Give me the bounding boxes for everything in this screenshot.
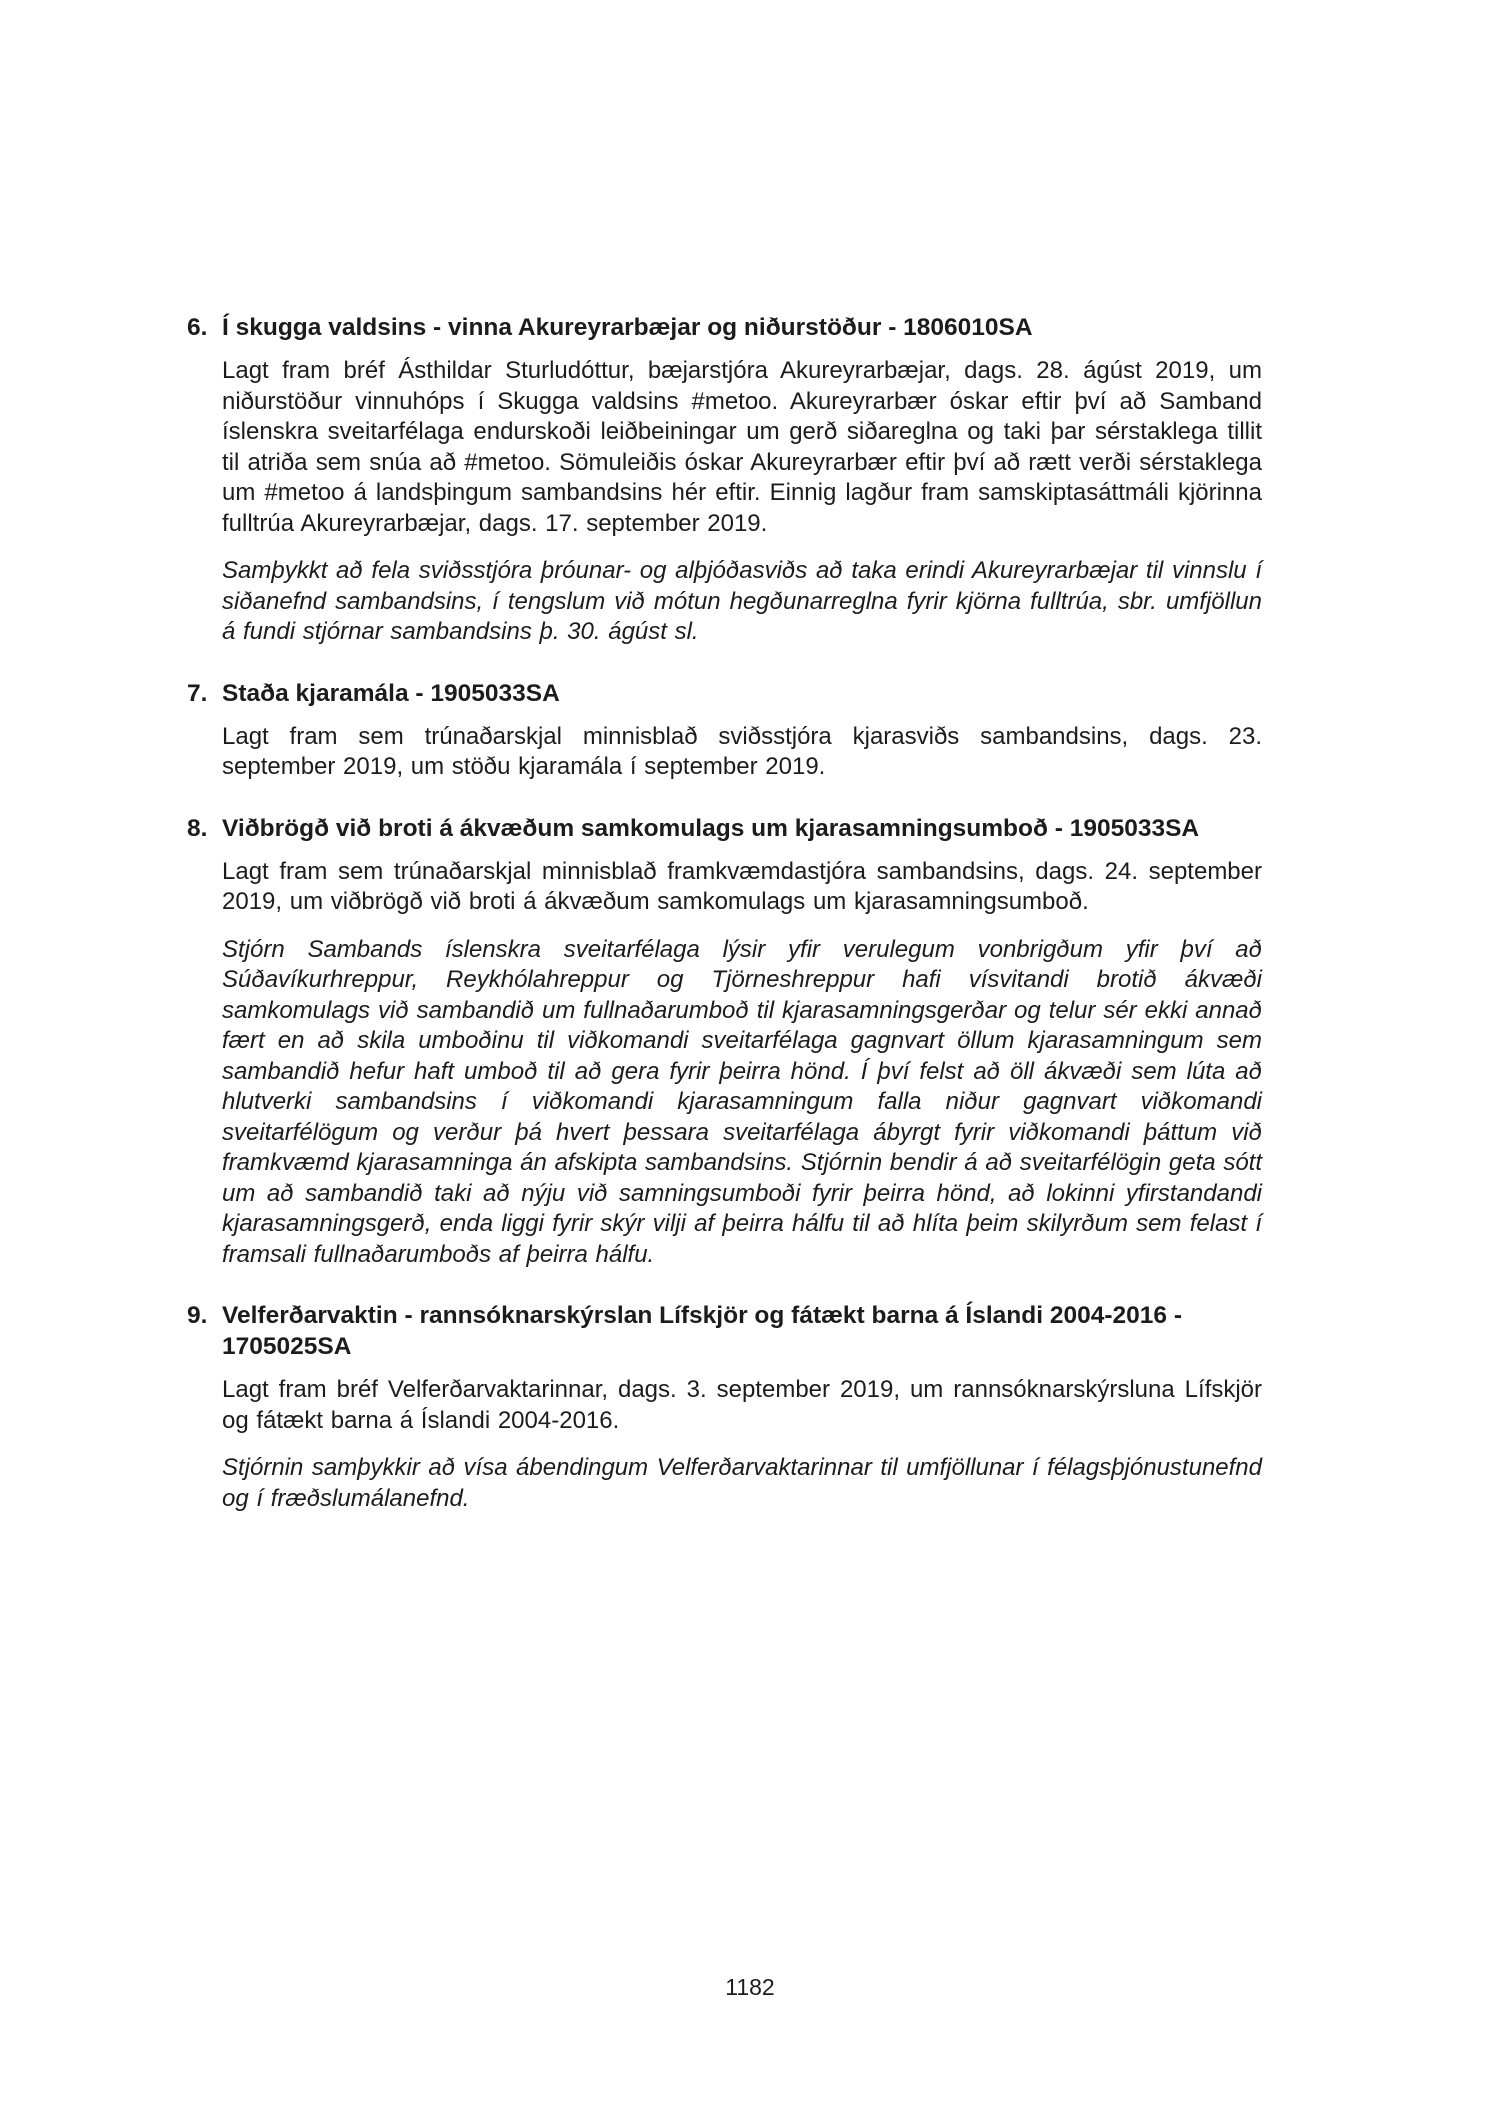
item-resolution-paragraph: Stjórn Sambands íslenskra sveitarfélaga lýsir yfir verulegum vonbrigðum yfir því að Súðavíkurhreppur, Reykhólahreppur og Tjörneshreppur hafi vísvitandi brotið ákvæði samkomulags við sambandið um fullnaðarumboð til kjarasamningsgerðar og telur sér ekki annað fært en að skila umboðinu til viðkomandi sveitarfélaga gagnvart öllum kjarasamningum sem sambandið hefur haft umboð til að gera fyrir þeirra hönd. Í því felst að öll ákvæði sem lúta að hlutverki sambandsins í viðkomandi kjarasamningum falla niður gagnvart viðkomandi sveitarfélögum og verður þá hvert þessara sveitarfélaga ábyrgt fyrir viðkomandi þáttum við framkvæmd kjarasamninga án afskipta sambandsins. Stjórnin bendir á að sveitarfélögin geta sótt um að sambandið taki að nýju við samningsumboði fyrir þeirra hönd, að lokinni yfirstandandi kjarasamningsgerð, enda liggi fyrir skýr vilji af þeirra hálfu til að hlíta þeim skilyrðum sem felast í framsali fullnaðarumboðs af þeirra hálfu. bbox=[222, 935, 1262, 1268]
item-title: Í skugga valdsins - vinna Akureyrarbæjar og niðurstöður - 1806010SA bbox=[222, 314, 1033, 341]
agenda-item-9 bbox=[187, 1300, 1262, 1514]
item-number: 9. bbox=[187, 1302, 208, 1329]
item-paragraph: Lagt fram sem trúnaðarskjal minnisblað framkvæmdastjóra sambandsins, dags. 24. september 2019, um viðbrögð við broti á ákvæðum samkomulags um kjarasamningsumboð. bbox=[222, 857, 1262, 915]
item-number: 6. bbox=[187, 314, 208, 341]
agenda-item-6 bbox=[187, 312, 1262, 648]
item-number: 8. bbox=[187, 814, 208, 842]
item-paragraph: Lagt fram bréf Ásthildar Sturludóttur, bæjarstjóra Akureyrarbæjar, dags. 28. ágúst 2019, um niðurstöður vinnuhóps í Skugga valdsins #metoo. Akureyrarbær óskar eftir því að Samband íslenskra sveitarfélaga endurskoði leiðbeiningar um gerð siðareglna og taki þar sérstaklega tillit til atriða sem snúa að #metoo. Sömuleiðis óskar Akureyrarbær eftir því að rætt verði sérstaklega um #metoo á landsþingum sambandsins hér eftir. Einnig lagður fram samskiptasáttmáli kjörinna fulltrúa Akureyrarbæjar, dags. 17. september 2019. bbox=[222, 357, 1262, 537]
item-title: Staða kjaramála - 1905033SA bbox=[222, 679, 560, 707]
document-content bbox=[187, 312, 1262, 1544]
item-resolution-paragraph: Stjórnin samþykkir að vísa ábendingum Velferðarvaktarinnar til umfjöllunar í félagsþjónustunefnd og í fræðslumálanefnd. bbox=[222, 1454, 1262, 1512]
item-paragraph: Lagt fram sem trúnaðarskjal minnisblað sviðsstjóra kjarasviðs sambandsins, dags. 23. september 2019, um stöðu kjaramála í september 2019. bbox=[222, 722, 1262, 780]
page-number: 1182 bbox=[725, 1974, 775, 2000]
item-paragraph: Lagt fram bréf Velferðarvaktarinnar, dags. 3. september 2019, um rannsóknarskýrsluna Lífskjör og fátækt barna á Íslandi 2004-2016. bbox=[222, 1376, 1262, 1434]
item-resolution-paragraph: Samþykkt að fela sviðsstjóra þróunar- og alþjóðasviðs að taka erindi Akureyrarbæjar til vinnslu í siðanefnd sambandsins, í tengslum við mótun hegðunarreglna fyrir kjörna fulltrúa, sbr. umfjöllun á fundi stjórnar sambandsins þ. 30. ágúst sl. bbox=[222, 557, 1262, 645]
agenda-item-8 bbox=[187, 813, 1262, 1271]
item-title: Viðbrögð við broti á ákvæðum samkomulags um kjarasamningsumboð - 1905033SA bbox=[222, 814, 1200, 842]
item-number: 7. bbox=[187, 679, 208, 707]
item-title: Velferðarvaktin - rannsóknarskýrslan Lífskjör og fátækt barna á Íslandi 2004-2016 - 1705025SA bbox=[222, 1302, 1182, 1360]
agenda-item-7 bbox=[187, 678, 1262, 783]
